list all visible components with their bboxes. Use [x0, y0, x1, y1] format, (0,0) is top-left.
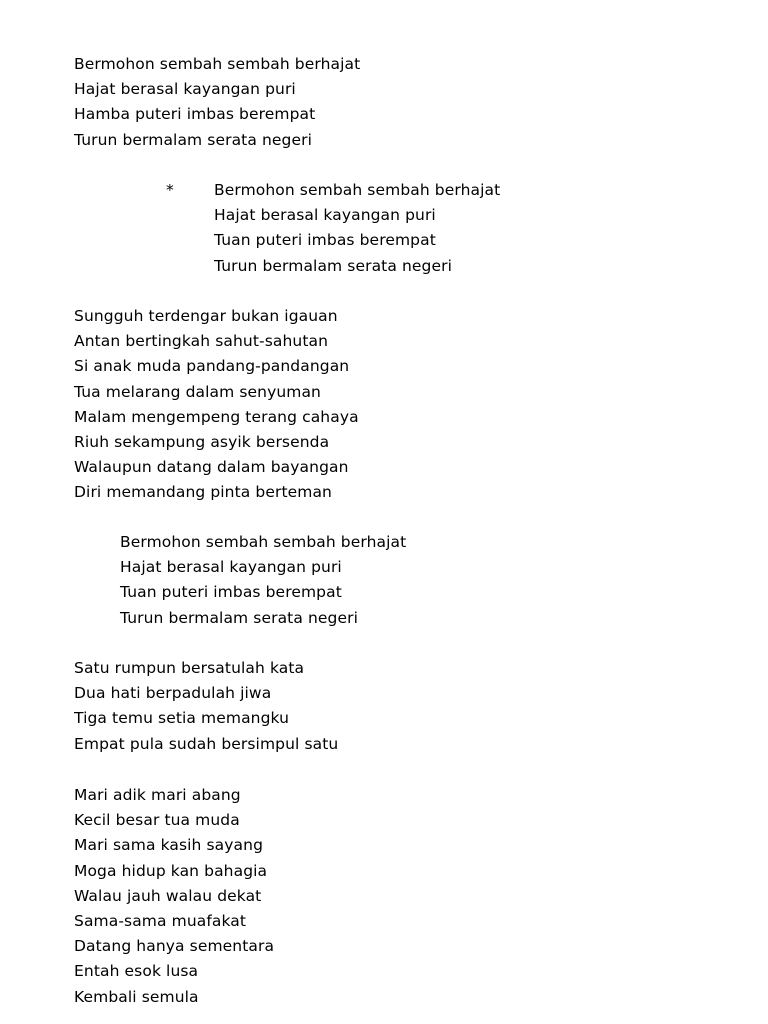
text-line: Empat pula sudah bersimpul satu	[74, 734, 339, 753]
text-line: Bermohon sembah sembah berhajat	[214, 181, 501, 199]
text-line: Hajat berasal kayangan puri	[74, 80, 296, 99]
text-line: Turun bermalam serata negeri	[120, 608, 358, 627]
text-line: Mari adik mari abang	[74, 786, 241, 804]
text-line: Riuh sekampung asyik bersenda	[74, 432, 330, 451]
text-line: Satu rumpun bersatulah kata	[74, 659, 305, 677]
text-line: Dua hati berpadulah jiwa	[74, 684, 272, 703]
text-line: Sungguh terdengar bukan igauan	[74, 307, 338, 325]
stanza-third	[74, 656, 338, 757]
text-line: Tiga temu setia memangku	[74, 709, 290, 728]
text-line: Sama-sama muafakat	[74, 911, 247, 930]
text-line: Tuan puteri imbas berempat	[120, 583, 342, 602]
text-line: Kecil besar tua muda	[74, 811, 240, 830]
chorus-first	[214, 178, 500, 279]
text-line: Diri memandang pinta berteman	[74, 483, 332, 502]
text-line: Malam mengempeng terang cahaya	[74, 407, 359, 426]
text-line: Walaupun datang dalam bayangan	[74, 458, 349, 477]
text-line: Kembali semula	[74, 987, 199, 1006]
text-line: Si anak muda pandang-pandangan	[74, 357, 350, 376]
text-line: Tua melarang dalam senyuman	[74, 382, 321, 401]
chorus-second	[120, 530, 406, 631]
text-line: Hajat berasal kayangan puri	[214, 206, 436, 225]
text-line: Mari sama kasih sayang	[74, 836, 264, 855]
text-line: Antan bertingkah sahut-sahutan	[74, 332, 329, 351]
text-line: Datang hanya sementara	[74, 937, 275, 956]
stanza-second	[74, 304, 359, 506]
text-line: Bermohon sembah sembah berhajat	[74, 55, 361, 73]
text-line: Hajat berasal kayangan puri	[120, 558, 342, 577]
text-line: Walau jauh walau dekat	[74, 886, 262, 905]
text-line: Turun bermalam serata negeri	[214, 256, 452, 275]
text-line: Entah esok lusa	[74, 962, 199, 981]
text-line: Tuan puteri imbas berempat	[214, 231, 436, 250]
chorus-marker: *	[166, 181, 174, 199]
text-line: Moga hidup kan bahagia	[74, 861, 268, 880]
text-line: Hamba puteri imbas berempat	[74, 105, 316, 124]
stanza-opening	[74, 52, 360, 153]
text-line: Turun bermalam serata negeri	[74, 130, 312, 149]
stanza-fourth	[74, 783, 274, 1010]
text-line: Bermohon sembah sembah berhajat	[120, 533, 407, 551]
